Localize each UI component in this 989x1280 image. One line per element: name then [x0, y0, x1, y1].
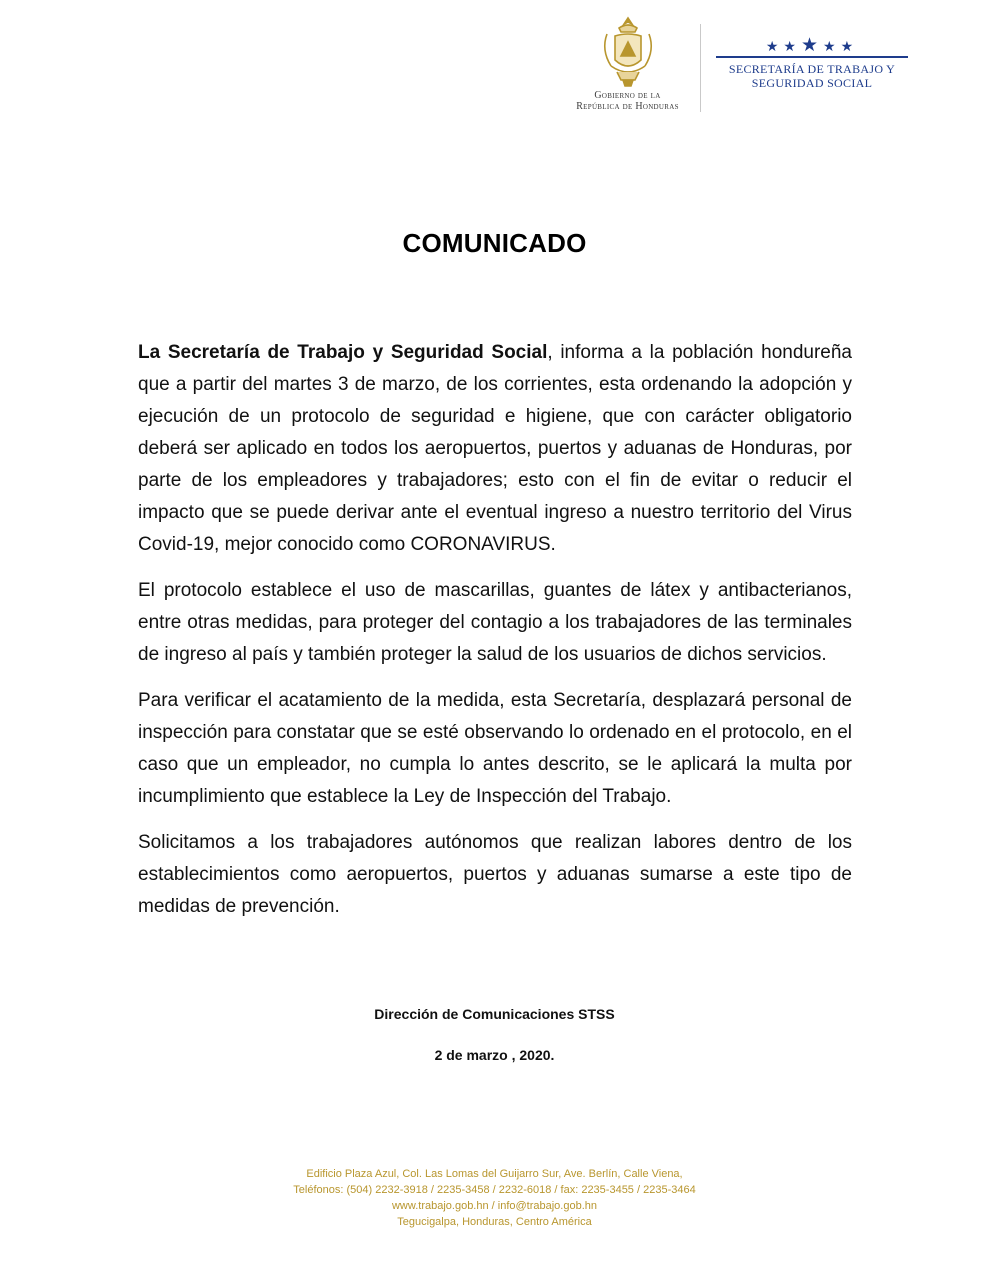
date-line: 2 de marzo , 2020. [434, 1047, 555, 1063]
document-title: COMUNICADO [402, 228, 587, 258]
paragraph-1 [138, 337, 852, 561]
footer-line-2: Teléfonos: (504) 2232-3918 / 2235-3458 / 2232-6018 / fax: 2235-3455 / 2235-3464 [293, 1184, 696, 1196]
footer-address [0, 1166, 989, 1230]
ministry-name-line1: SECRETARÍA DE TRABAJO Y [728, 62, 896, 76]
footer-line-1: Edificio Plaza Azul, Col. Las Lomas del Guijarro Sur, Ave. Berlín, Calle Viena, [306, 1168, 683, 1180]
star-icon-center: ★ [800, 35, 824, 56]
government-block [560, 14, 695, 112]
coat-of-arms-icon [597, 14, 659, 88]
footer-line-4: Tegucigalpa, Honduras, Centro América [397, 1216, 592, 1228]
document-body [138, 337, 852, 937]
paragraph-1-text: , informa a la población hondureña que a partir del martes 3 de marzo, de los corrientes, esta ordenando la adopción y ejecución de un protocolo de seguridad e higiene, que con carácter obligatorio deberá ser aplicado en todos los aeropuertos, puertos y aduanas de Honduras, por parte de los empleadores y trabajadores; esto con el fin de evitar o reducir el impacto que se puede derivar ante el eventual ingreso a nuestro territorio del Virus Covid-19, mejor conocido como CORONAVIRUS. [138, 342, 852, 555]
signature-line: Dirección de Comunicaciones STSS [374, 1006, 615, 1022]
header-divider [700, 24, 701, 112]
ministry-name [712, 62, 912, 90]
government-name-line2: República de Honduras [576, 101, 679, 112]
ministry-rule [716, 56, 908, 58]
star-icon-group-right: ★★ [823, 38, 859, 54]
ministry-name-line2: SEGURIDAD SOCIAL [751, 76, 873, 90]
star-icon-group-left: ★★ [765, 38, 801, 54]
ministry-block [712, 35, 912, 90]
stars-row [712, 35, 912, 56]
paragraph-4: Solicitamos a los trabajadores autónomos que realizan labores dentro de los establecimientos como aeropuertos, puertos y aduanas sumarse a este tipo de medidas de prevención. [138, 832, 852, 917]
government-name [560, 90, 695, 112]
government-name-line1: Gobierno de la [594, 90, 661, 101]
paragraph-2: El protocolo establece el uso de mascarillas, guantes de látex y antibacterianos, entre otras medidas, para proteger del contagio a los trabajadores de las terminales de ingreso al país y también proteger la salud de los usuarios de dichos servicios. [138, 580, 852, 665]
paragraph-3: Para verificar el acatamiento de la medida, esta Secretaría, desplazará personal de inspección para constatar que se esté observando lo ordenado en el protocolo, en el caso que un empleador, no cumpla lo antes descrito, se le aplicará la multa por incumplimiento que establece la Ley de Inspección del Trabajo. [138, 690, 852, 807]
paragraph-1-bold-lead: La Secretaría de Trabajo y Seguridad Social [138, 342, 548, 363]
footer-line-3: www.trabajo.gob.hn / info@trabajo.gob.hn [391, 1200, 598, 1212]
letterhead [560, 14, 920, 124]
